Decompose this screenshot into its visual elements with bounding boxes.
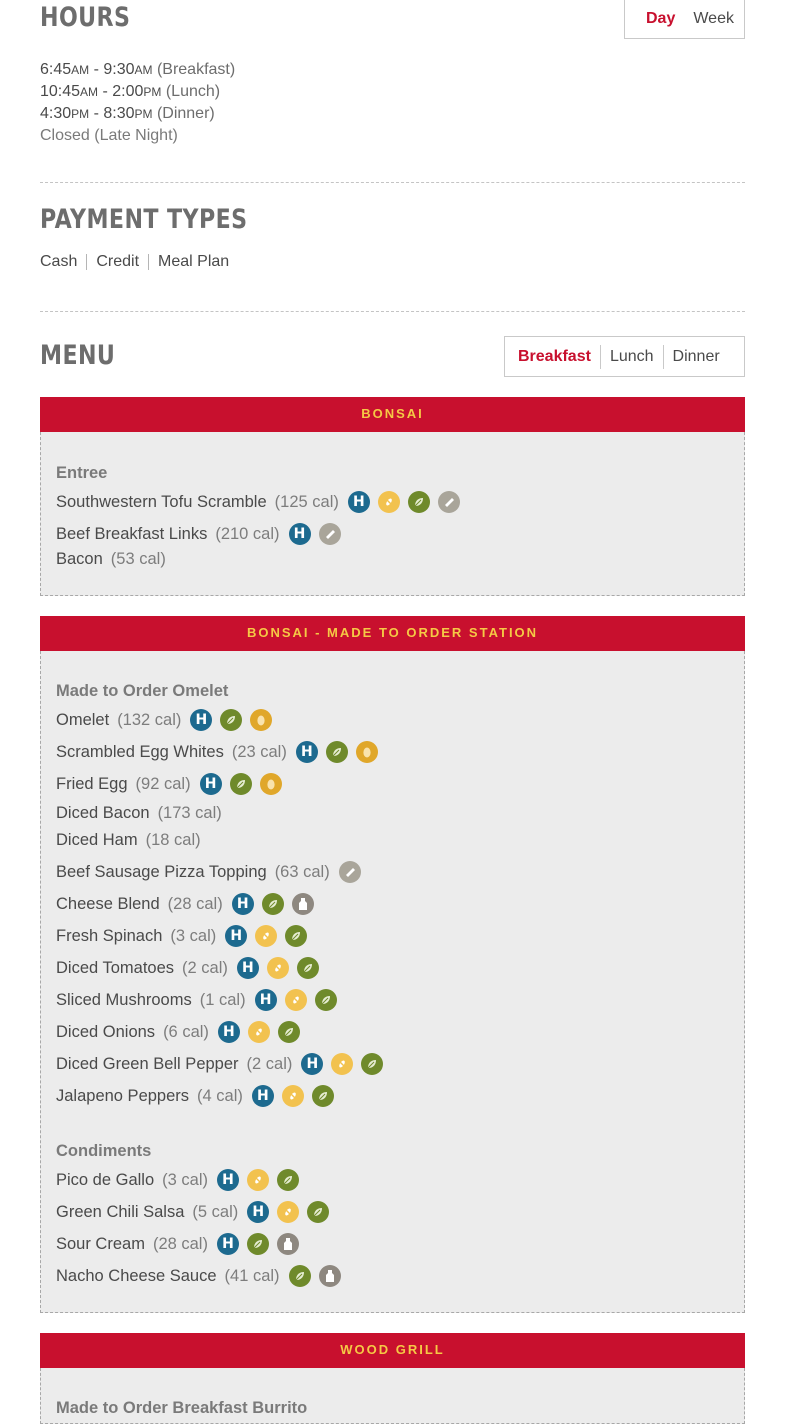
- calorie-count: (210 cal): [215, 524, 280, 543]
- station-header: [40, 1333, 745, 1368]
- pork-icon[interactable]: [438, 491, 460, 513]
- hours-title: HOURS: [40, 2, 131, 33]
- calorie-count: (6 cal): [163, 1022, 209, 1041]
- dietary-icons: [339, 861, 369, 883]
- menu-item[interactable]: [56, 491, 468, 513]
- dietary-icons: [200, 773, 290, 795]
- pipe-divider: [148, 254, 149, 270]
- dietary-icons: [348, 491, 468, 513]
- calorie-count: (125 cal): [274, 492, 339, 511]
- menu-item[interactable]: [56, 773, 290, 795]
- station-bonsai: [40, 397, 745, 596]
- hours-row-lunch: 10:45AM - 2:00PM (Lunch): [40, 83, 221, 100]
- menu-item[interactable]: [56, 1053, 391, 1075]
- menu-item[interactable]: [56, 1169, 307, 1191]
- menu-item[interactable]: [56, 1233, 307, 1255]
- dietary-icons: [190, 709, 280, 731]
- calorie-count: (3 cal): [170, 926, 217, 945]
- vegan-icon[interactable]: [361, 1053, 383, 1075]
- calorie-count: (63 cal): [274, 862, 330, 881]
- egg-icon[interactable]: [250, 709, 272, 731]
- menu-item-name: Fresh Spinach: [56, 926, 163, 945]
- menu-item-name: Scrambled Egg Whites: [56, 742, 224, 761]
- healthy-icon[interactable]: H: [237, 957, 259, 979]
- dietary-icons: [237, 957, 327, 979]
- egg-icon[interactable]: [356, 741, 378, 763]
- dietary-icons: [232, 893, 322, 915]
- menu-item-name: Diced Bacon: [56, 804, 150, 822]
- calorie-count: (28 cal): [152, 1234, 208, 1253]
- calorie-count: (3 cal): [162, 1170, 208, 1189]
- menu-item[interactable]: [56, 1265, 349, 1287]
- calorie-count: (1 cal): [199, 990, 246, 1009]
- hours-list: [40, 59, 235, 147]
- healthy-icon[interactable]: H: [252, 1085, 274, 1107]
- healthy-icon[interactable]: H: [255, 989, 277, 1011]
- calorie-count: (53 cal): [110, 550, 166, 568]
- healthy-icon[interactable]: H: [217, 1233, 239, 1255]
- menu-item-name: Diced Green Bell Pepper: [56, 1054, 239, 1073]
- dietary-icons: [217, 1169, 307, 1191]
- pork-icon[interactable]: [339, 861, 361, 883]
- vegan-icon[interactable]: [277, 1169, 299, 1191]
- healthy-icon[interactable]: H: [296, 741, 318, 763]
- vegan-icon[interactable]: [297, 957, 319, 979]
- hours-row-late-night: Closed (Late Night): [40, 127, 178, 144]
- healthy-icon[interactable]: H: [247, 1201, 269, 1223]
- vegan-icon[interactable]: [315, 989, 337, 1011]
- milk-icon[interactable]: [292, 893, 314, 915]
- no-gluten-icon[interactable]: [285, 989, 307, 1011]
- calorie-count: (23 cal): [231, 742, 287, 761]
- vegan-icon[interactable]: [247, 1233, 269, 1255]
- station-body: [40, 651, 745, 1313]
- no-gluten-icon[interactable]: [282, 1085, 304, 1107]
- dietary-icons: [225, 925, 315, 947]
- vegan-icon[interactable]: [289, 1265, 311, 1287]
- no-gluten-icon[interactable]: [255, 925, 277, 947]
- healthy-icon[interactable]: H: [225, 925, 247, 947]
- calorie-count: (173 cal): [157, 804, 222, 822]
- menu-item-name: Diced Ham: [56, 831, 138, 849]
- divider: [40, 182, 745, 183]
- menu-item-name: Beef Sausage Pizza Topping: [56, 862, 267, 881]
- menu-item-name: Sour Cream: [56, 1234, 145, 1253]
- vegan-icon[interactable]: [278, 1021, 300, 1043]
- lunch-toggle-button[interactable]: Lunch: [609, 347, 654, 365]
- calorie-count: (92 cal): [135, 774, 191, 793]
- menu-item[interactable]: [56, 925, 315, 947]
- menu-item[interactable]: [56, 989, 345, 1011]
- menu-item[interactable]: [56, 804, 222, 823]
- payment-type-credit: Credit: [96, 253, 140, 270]
- calorie-count: (18 cal): [145, 831, 201, 849]
- week-toggle-button[interactable]: Week: [693, 10, 734, 27]
- calorie-count: (4 cal): [197, 1086, 243, 1105]
- divider: [40, 311, 745, 312]
- healthy-icon[interactable]: H: [289, 523, 311, 545]
- menu-item[interactable]: [56, 957, 327, 979]
- dietary-icons: [289, 523, 349, 545]
- vegan-icon[interactable]: [285, 925, 307, 947]
- no-gluten-icon[interactable]: [378, 491, 400, 513]
- menu-item-name: Omelet: [56, 710, 110, 729]
- dietary-icons: [296, 741, 386, 763]
- menu-item-name: Bacon: [56, 550, 103, 568]
- dietary-icons: [289, 1265, 349, 1287]
- station-body: [40, 432, 745, 596]
- menu-item-name: Nacho Cheese Sauce: [56, 1266, 217, 1285]
- menu-item[interactable]: [56, 1021, 308, 1043]
- day-toggle-button[interactable]: Day: [646, 10, 676, 27]
- menu-item[interactable]: [56, 1085, 342, 1107]
- day-week-toggle: [624, 0, 745, 39]
- pipe-divider: [86, 254, 87, 270]
- calorie-count: (2 cal): [182, 958, 228, 977]
- healthy-icon[interactable]: H: [218, 1021, 240, 1043]
- menu-item-name: Green Chili Salsa: [56, 1202, 185, 1221]
- dietary-icons: [301, 1053, 391, 1075]
- calorie-count: (132 cal): [117, 710, 182, 729]
- menu-item-name: Beef Breakfast Links: [56, 524, 208, 543]
- category-title: Entree: [56, 464, 108, 482]
- healthy-icon[interactable]: H: [301, 1053, 323, 1075]
- menu-item[interactable]: [56, 893, 322, 915]
- pork-icon[interactable]: [319, 523, 341, 545]
- healthy-icon[interactable]: H: [190, 709, 212, 731]
- healthy-icon[interactable]: H: [217, 1169, 239, 1191]
- dietary-icons: [252, 1085, 342, 1107]
- category-title: Made to Order Breakfast Burrito: [56, 1399, 308, 1417]
- menu-item[interactable]: [56, 550, 166, 569]
- egg-icon[interactable]: [260, 773, 282, 795]
- calorie-count: (2 cal): [246, 1054, 293, 1073]
- milk-icon[interactable]: [277, 1233, 299, 1255]
- meal-toggle: [504, 336, 745, 377]
- healthy-icon[interactable]: H: [200, 773, 222, 795]
- station-header: [40, 616, 745, 651]
- menu-item-name: Southwestern Tofu Scramble: [56, 492, 267, 511]
- dietary-icons: [247, 1201, 337, 1223]
- vegan-icon[interactable]: [230, 773, 252, 795]
- menu-item[interactable]: [56, 709, 280, 731]
- menu-item[interactable]: [56, 861, 369, 883]
- hours-row-dinner: 4:30PM - 8:30PM (Dinner): [40, 105, 215, 122]
- dinner-toggle-button[interactable]: Dinner: [672, 347, 720, 365]
- station-wood-grill: [40, 1333, 745, 1424]
- no-gluten-icon[interactable]: [248, 1021, 270, 1043]
- category-title: Made to Order Omelet: [56, 682, 229, 700]
- hours-row-breakfast: 6:45AM - 9:30AM (Breakfast): [40, 61, 236, 78]
- menu-item-name: Sliced Mushrooms: [56, 990, 192, 1009]
- menu-item-name: Jalapeno Peppers: [56, 1086, 190, 1105]
- menu-item-name: Cheese Blend: [56, 894, 160, 913]
- menu-title: MENU: [40, 340, 116, 371]
- station-body: [40, 1368, 745, 1424]
- breakfast-toggle-button[interactable]: Breakfast: [518, 347, 591, 365]
- menu-item[interactable]: [56, 1201, 337, 1223]
- station-header: [40, 397, 745, 432]
- healthy-icon[interactable]: H: [232, 893, 254, 915]
- menu-item-name: Pico de Gallo: [56, 1170, 155, 1189]
- menu-item[interactable]: [56, 831, 201, 850]
- menu-item-name: Diced Tomatoes: [56, 958, 175, 977]
- no-gluten-icon[interactable]: [267, 957, 289, 979]
- menu-item[interactable]: [56, 741, 386, 763]
- vegan-icon[interactable]: [262, 893, 284, 915]
- calorie-count: (41 cal): [224, 1266, 280, 1285]
- no-gluten-icon[interactable]: [331, 1053, 353, 1075]
- station-name: WOOD GRILL: [340, 1342, 445, 1357]
- category-title: Condiments: [56, 1142, 152, 1160]
- station-name: BONSAI - MADE TO ORDER STATION: [246, 625, 539, 640]
- milk-icon[interactable]: [319, 1265, 341, 1287]
- calorie-count: (28 cal): [167, 894, 223, 913]
- no-gluten-icon[interactable]: [277, 1201, 299, 1223]
- healthy-icon[interactable]: H: [348, 491, 370, 513]
- menu-item-name: Fried Egg: [56, 774, 128, 793]
- calorie-count: (5 cal): [192, 1202, 239, 1221]
- payment-title: PAYMENT TYPES: [40, 204, 248, 235]
- vegan-icon[interactable]: [326, 741, 348, 763]
- no-gluten-icon[interactable]: [247, 1169, 269, 1191]
- payment-types-list: [40, 253, 229, 271]
- menu-item[interactable]: [56, 523, 349, 545]
- station-name: BONSAI: [361, 406, 424, 421]
- menu-item-name: Diced Onions: [56, 1022, 156, 1041]
- vegan-icon[interactable]: [307, 1201, 329, 1223]
- dietary-icons: [218, 1021, 308, 1043]
- payment-type-cash: Cash: [40, 253, 78, 270]
- vegan-icon[interactable]: [220, 709, 242, 731]
- vegan-icon[interactable]: [312, 1085, 334, 1107]
- vegan-icon[interactable]: [408, 491, 430, 513]
- dietary-icons: [255, 989, 345, 1011]
- payment-type-meal-plan: Meal Plan: [158, 253, 230, 270]
- dietary-icons: [217, 1233, 307, 1255]
- station-bonsai-made-to-order: [40, 616, 745, 1313]
